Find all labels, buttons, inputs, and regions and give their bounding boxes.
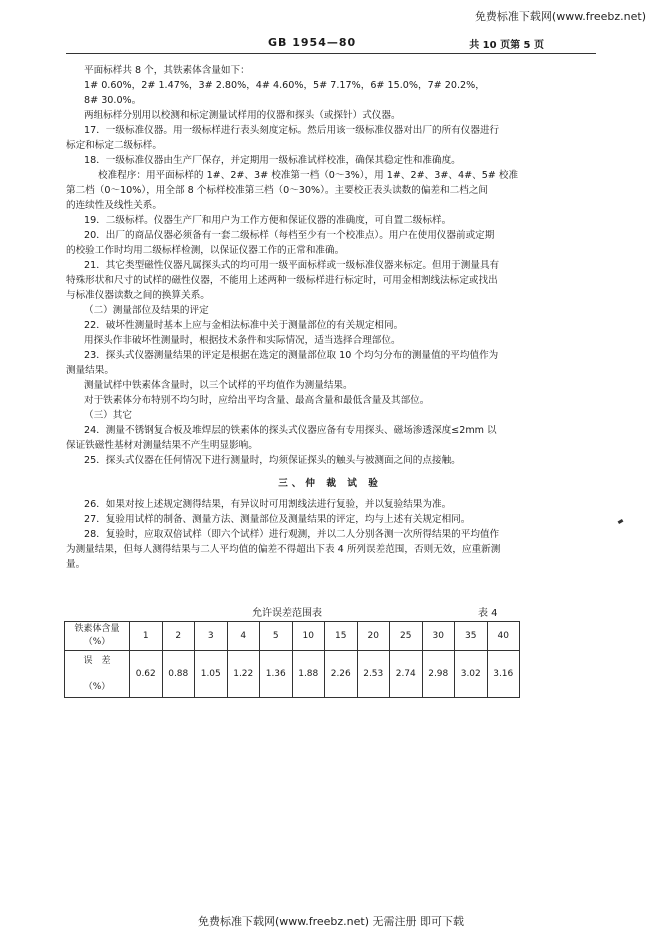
row-label: 误 差 [83, 655, 111, 666]
text-line: 为测量结果，但每人测得结果与二人平均值的偏差不得超出下表 4 所列误差范围，否则无效，应重新测 [66, 544, 501, 555]
table-header-cell [65, 622, 130, 651]
text-line: 28．复验时，应取双倍试样（即六个试样）进行观测，并以二人分别各测一次所得结果的平均值作 [84, 529, 500, 540]
text-line: 的校验工作时均用二级标样检测，以保证仪器工作的正常和准确。 [66, 245, 345, 256]
table-number: 表 4 [478, 608, 498, 619]
text-line: 的连续性及线性关系。 [66, 200, 162, 211]
table-cell: 40 [487, 622, 520, 651]
table-cell: 30 [422, 622, 455, 651]
text-line: 保证铁磁性基材对测量结果不产生明显影响。 [66, 440, 258, 451]
text-line: 与标准仪器读数之间的换算关系。 [66, 290, 210, 301]
table-row [65, 622, 520, 651]
text-line: 1# 0.60%，2# 1.47%，3# 2.80%，4# 4.60%，5# 7.17%，6# 15.0%，7# 20.2%， [84, 80, 485, 91]
row-label: 铁素体含量 [74, 624, 120, 634]
table-cell: 35 [455, 622, 488, 651]
table-cell: 25 [390, 622, 423, 651]
text-line: 用探头作非破坏性测量时，根据技术条件和实际情况，适当选择合理部位。 [84, 335, 401, 346]
table-cell: 0.88 [162, 651, 195, 698]
table-cell: 2.74 [390, 651, 423, 698]
text-line: 17．一级标准仪器。用一级标样进行表头刻度定标。然后用该一级标准仪器对出厂的所有仪器进行 [84, 125, 500, 136]
text-line: 对于铁素体分布特别不均匀时，应给出平均含量、最高含量和最低含量及其部位。 [84, 395, 430, 406]
table-cell: 2.53 [357, 651, 390, 698]
ink-mark [618, 519, 624, 524]
text-line: 平面标样共 8 个，其铁素体含量如下： [84, 65, 250, 76]
text-line: 27．复验用试样的制备、测量方法、测量部位及测量结果的评定，均与上述有关规定相同。 [84, 514, 471, 525]
table-cell: 3.02 [455, 651, 488, 698]
table-cell: 20 [357, 622, 390, 651]
table-cell: 2 [162, 622, 195, 651]
table-cell: 2.98 [422, 651, 455, 698]
text-line: 标定和标定二级标样。 [66, 140, 162, 151]
table-cell: 15 [325, 622, 358, 651]
subsection-heading: （三）其它 [84, 410, 132, 421]
header-rule [66, 53, 596, 54]
subsection-heading: （二）测量部位及结果的评定 [84, 305, 209, 316]
table-cell: 2.26 [325, 651, 358, 698]
text-line: 24．测量不锈钢复合板及堆焊层的铁素体的探头式仪器应备有专用探头、磁场渗透深度≤2mm 以 [84, 425, 497, 436]
section-heading: 三、仲 裁 试 验 [278, 478, 382, 489]
text-line: 21．其它类型磁性仪器凡属探头式的均可用一级平面标样或一级标准仪器来标定。但用于测量具有 [84, 260, 500, 271]
text-line: 22．破坏性测量时基本上应与金相法标准中关于测量部位的有关规定相同。 [84, 320, 404, 331]
table-caption: 允许误差范围表 [252, 608, 322, 619]
text-line: 第二档（0～10%），用全部 8 个标样校准第三档（0～30%）。主要校正表头读数的偏差和二档之间 [66, 185, 489, 196]
page-number: 共 10 页第 5 页 [469, 40, 544, 51]
watermark-bottom: 免费标准下载网(www.freebz.net) 无需注册 即可下载 [197, 915, 465, 928]
text-line: 20．出厂的商品仪器必须备有一套二级标样（每档至少有一个校准点）。用户在使用仪器前或定期 [84, 230, 495, 241]
standard-code: GB 1954—80 [268, 36, 357, 49]
text-line: 特殊形状和尺寸的试样的磁性仪器，不能用上述两种一级标样进行标定时，可用金相割线法标定或找出 [66, 275, 498, 286]
text-line: 19．二级标样。仪器生产厂和用户为工作方便和保证仪器的准确度，可自置二级标样。 [84, 215, 452, 226]
table-cell: 1.05 [195, 651, 228, 698]
row-label-unit: （%） [83, 681, 111, 692]
text-line: 量。 [66, 559, 86, 570]
table-cell: 1.22 [227, 651, 260, 698]
table-row [65, 651, 520, 698]
watermark-top: 免费标准下载网(www.freebz.net) [474, 10, 646, 23]
table-cell: 3 [195, 622, 228, 651]
text-line: 8# 30.0%。 [84, 95, 142, 106]
text-line: 校准程序：用平面标样的 1#、2#、3# 校准第一档（0～3%），用 1#、2#、3#、4#、5# 校准 [98, 170, 519, 181]
table-cell: 10 [292, 622, 325, 651]
row-label-unit: （%） [83, 637, 111, 647]
text-line: 测量结果。 [66, 365, 114, 376]
text-line: 测量试样中铁素体含量时，以三个试样的平均值作为测量结果。 [84, 380, 353, 391]
text-line: 23．探头式仪器测量结果的评定是根据在选定的测量部位取 10 个均匀分布的测量值的平均值作为 [84, 350, 499, 361]
text-line: 25．探头式仪器在任何情况下进行测量时，均须保证探头的触头与被测面之间的点接触。 [84, 455, 461, 466]
table-header-cell [65, 651, 130, 698]
tolerance-table [64, 621, 520, 698]
table-cell: 4 [227, 622, 260, 651]
table-cell: 1 [130, 622, 163, 651]
table-cell: 1.36 [260, 651, 293, 698]
text-line: 两组标样分别用以校测和标定测量试样用的仪器和探头（或探针）式仪器。 [84, 110, 401, 121]
table-cell: 0.62 [130, 651, 163, 698]
text-line: 18．一级标准仪器由生产厂保存，并定期用一级标准试样校准，确保其稳定性和准确度。 [84, 155, 461, 166]
document-body [66, 63, 594, 572]
table-cell: 5 [260, 622, 293, 651]
table-cell: 1.88 [292, 651, 325, 698]
table-cell: 3.16 [487, 651, 520, 698]
text-line: 26．如果对按上述规定测得结果，有异议时可用割线法进行复验，并以复验结果为准。 [84, 499, 452, 510]
